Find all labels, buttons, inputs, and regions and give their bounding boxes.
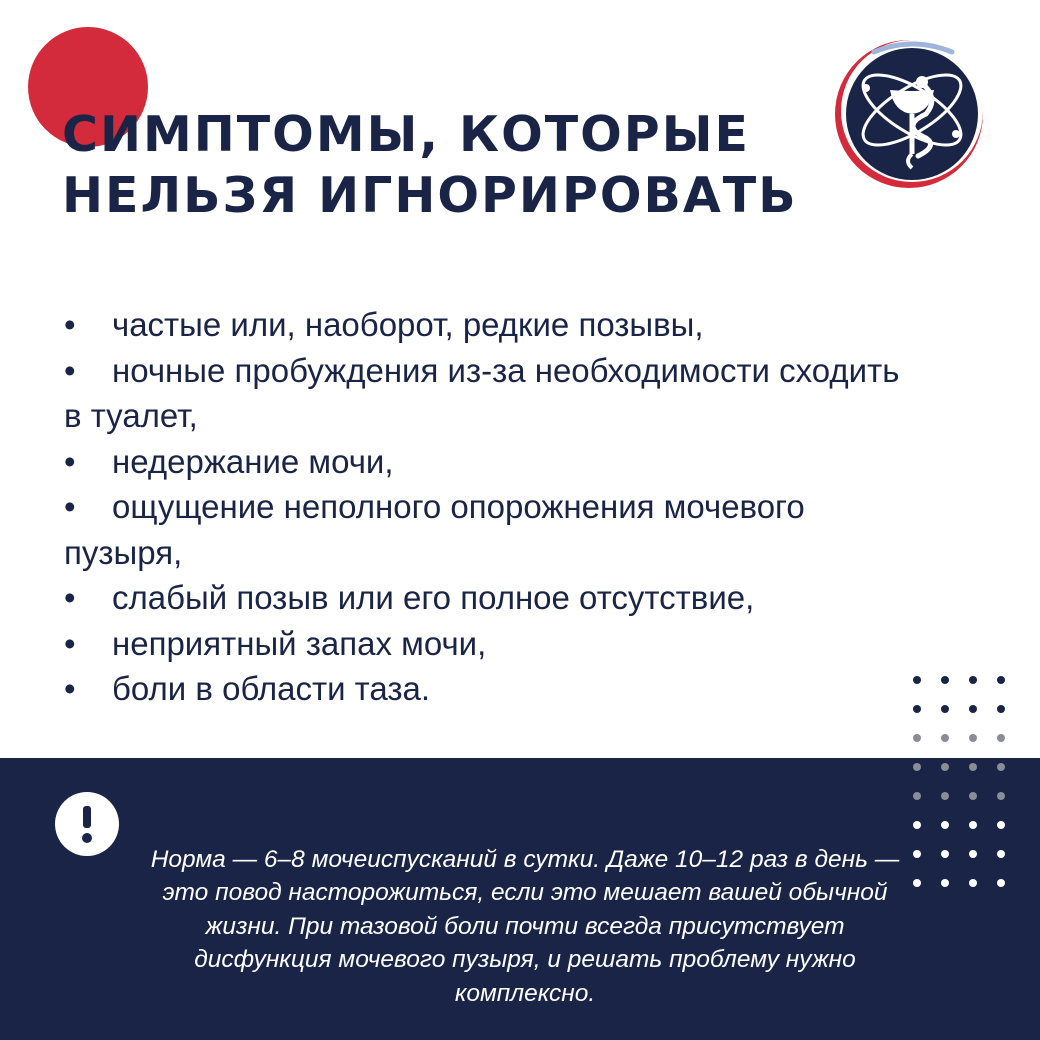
norm-note-text: Норма — 6–8 мочеиспусканий в сутки. Даже 10–12 раз в день — это повод насторожиться, если это мешает вашей обычной жизни. При тазовой боли почти всегда присутствует дисфункция мочевого пузыря, и решать проблему нужно комплексно.: [150, 845, 900, 1007]
list-item: • частые или, наоборот, редкие позывы,: [64, 306, 704, 343]
list-item: • ночные пробуждения из-за необходимости сходить в туалет,: [64, 351, 900, 434]
title-line-2: НЕЛЬЗЯ ИГНОРИРОВАТЬ: [62, 167, 798, 224]
symptom-text: неприятный запах мочи,: [112, 624, 487, 662]
symptom-list: [64, 302, 924, 712]
symptom-text: частые или, наоборот, редкие позывы,: [112, 306, 704, 343]
list-item: • недержание мочи,: [64, 442, 394, 480]
decorative-dot-grid: [908, 671, 1018, 901]
title-line-1: СИМПТОМЫ, КОТОРЫЕ: [62, 106, 750, 163]
symptom-text: боли в области таза.: [112, 670, 431, 707]
symptom-text: ночные пробуждения из-за необходимости сходить в туалет,: [64, 351, 900, 434]
symptom-text: слабый позыв или его полное отсутствие,: [112, 579, 755, 616]
list-item: • неприятный запах мочи,: [64, 624, 487, 662]
symptom-text: недержание мочи,: [112, 442, 394, 480]
medical-caduceus-logo-icon: [830, 30, 990, 190]
exclamation-icon: [55, 792, 119, 856]
symptom-text: ощущение неполного опорожнения мочевого пузыря,: [64, 488, 805, 571]
list-item: • слабый позыв или его полное отсутствие,: [64, 579, 755, 616]
list-item: • ощущение неполного опорожнения мочевого пузыря,: [64, 488, 805, 571]
page-title: [62, 104, 798, 226]
list-item: • боли в области таза.: [64, 670, 431, 707]
